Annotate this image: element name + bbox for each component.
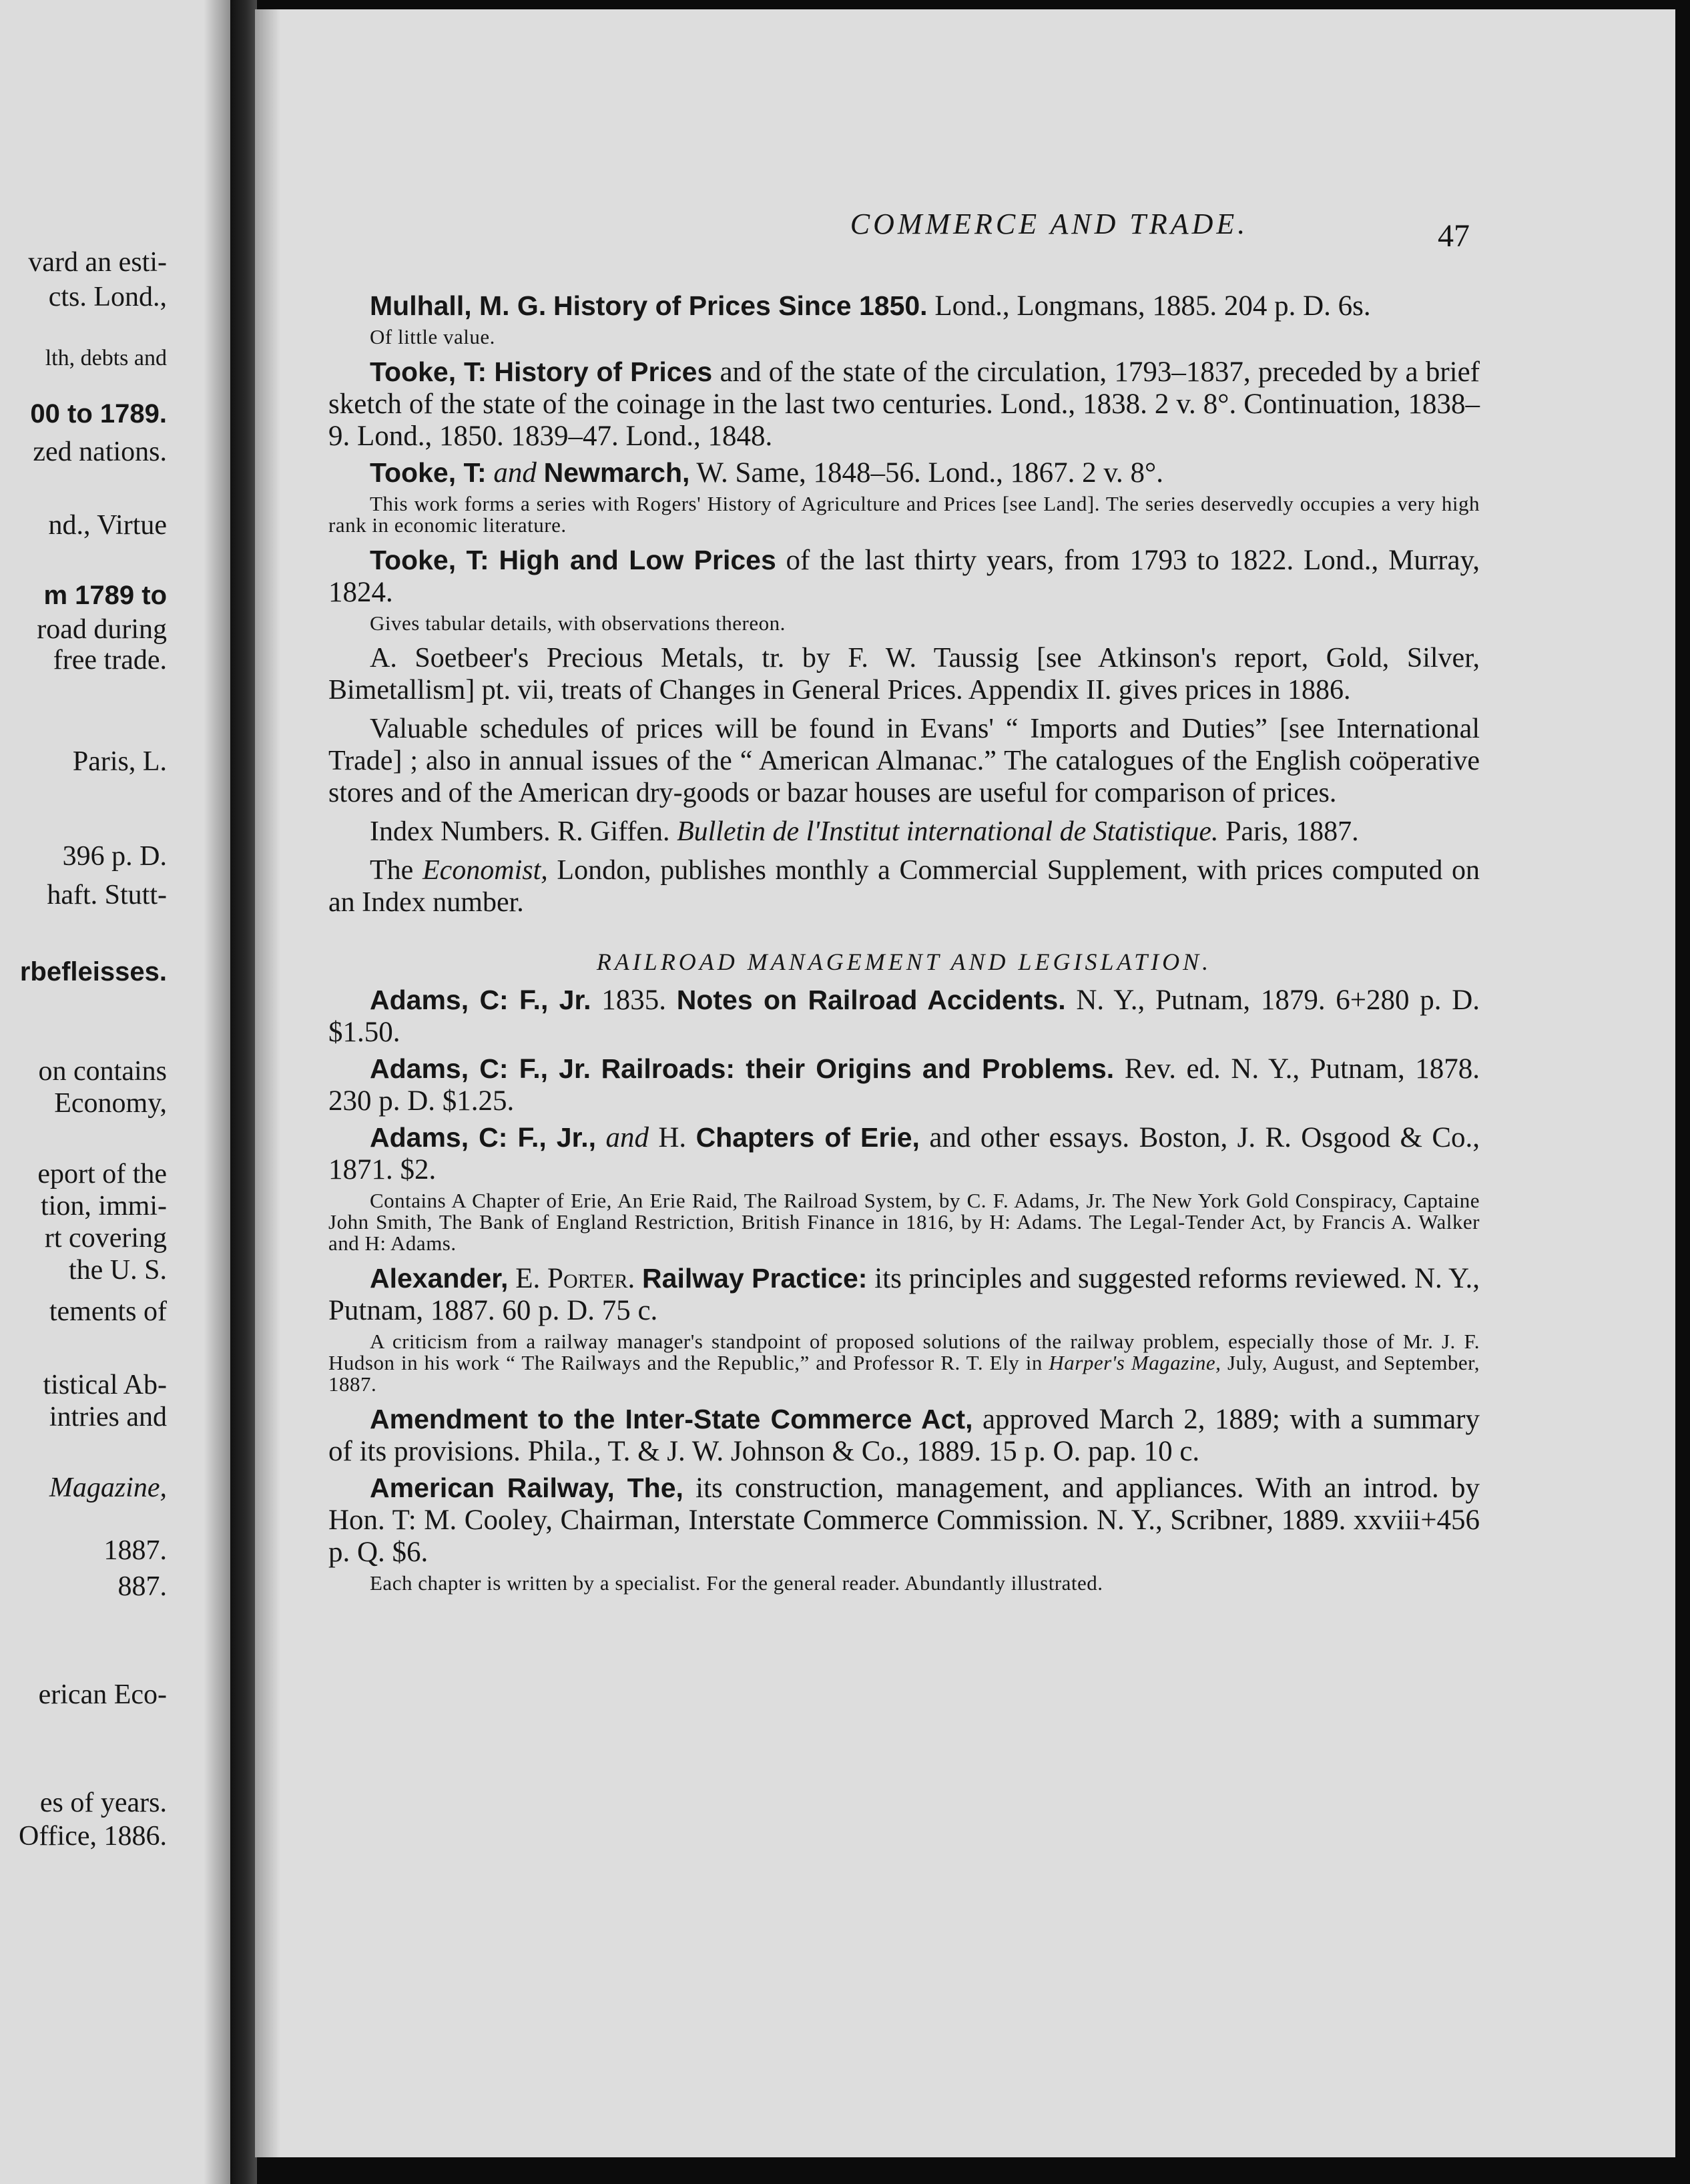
bib-entry [328, 1121, 1480, 1186]
paragraph-soetbeer: A. Soetbeer's Precious Metals, tr. by F. W. Taussig [see Atkinson's report, Gold, Silver, Bimetallism] pt. vii, treats of Changes in General Prices. Appendix II. gives prices in 1886. [328, 643, 1480, 706]
bib-entry [328, 544, 1480, 609]
left-line: 00 to 1789. [30, 399, 167, 429]
entry-title: High and Low Prices [499, 545, 776, 575]
entry-details: and of the state of the circulation, 1793–1837, preceded by a brief sketch of the state of the coinage in the last two centuries. Lond., 1838. 2 v. 8°. Continuation, 1838–9. Lond., 1850. 1839–47. Lond., 1848. [328, 356, 1480, 452]
left-line: 887. [117, 1571, 167, 1602]
index-tail: Paris, 1887. [1218, 816, 1359, 847]
left-line: the U. S. [69, 1255, 167, 1286]
gutter-shadow [255, 9, 280, 2157]
entry-author: Adams, C: F., Jr. [370, 1053, 591, 1084]
left-line: nd., Virtue [48, 510, 167, 541]
left-line: haft. Stutt- [47, 880, 167, 910]
bib-entry [328, 1262, 1480, 1327]
left-line: lth, debts and [45, 346, 167, 370]
left-line: erican Eco- [38, 1679, 167, 1710]
index-journal: Bulletin de l'Institut international de Statistique. [676, 816, 1219, 847]
entry-author: Tooke, T: [370, 545, 489, 575]
entry-year: 1835. [591, 985, 677, 1016]
left-line: Economy, [54, 1088, 167, 1119]
page-body [328, 290, 1480, 1602]
left-line: tistical Ab- [43, 1370, 167, 1400]
paragraph-index-numbers [328, 816, 1480, 848]
left-line: es of years. [39, 1788, 167, 1818]
left-line: tements of [49, 1296, 167, 1327]
entry-conjunction: and [493, 457, 537, 489]
entry-note: This work forms a series with Rogers' History of Agriculture and Prices [see Land]. The series deservedly occupies a very high rank in economic literature. [328, 492, 1480, 537]
left-line: Paris, L. [72, 746, 167, 777]
left-line: tion, immi- [41, 1191, 167, 1221]
economist-lead: The [370, 855, 422, 886]
entry-title: Amendment to the Inter-State Commerce Act, [370, 1404, 973, 1434]
book-page [255, 9, 1675, 2157]
entry-title: History of Prices [494, 356, 713, 387]
note-tail: July, August, and September, 1887. [328, 1351, 1480, 1396]
entry-title: Chapters of Erie, [695, 1122, 920, 1153]
left-line: cts. Lond., [48, 282, 167, 312]
previous-page-fragment [0, 0, 230, 2184]
section-heading: RAILROAD MANAGEMENT AND LEGISLATION. [596, 948, 1212, 975]
entry-note: Gives tabular details, with observations thereon. [370, 611, 786, 635]
entry-coauthor: H. [648, 1122, 696, 1153]
left-line: intries and [49, 1402, 167, 1432]
entry-coauthor: Newmarch, [543, 457, 690, 488]
entry-title: American Railway, The, [370, 1472, 683, 1503]
entry-note: Of little value. [370, 325, 495, 348]
entry-note: Each chapter is written by a specialist. For the general reader. Abundantly illustrated. [370, 1571, 1103, 1595]
paragraph-price-schedules: Valuable schedules of prices will be found in Evans' “ Imports and Duties” [see International Trade] ; also in annual issues of the “ American Almanac.” The catalogues of the English coöperative stores and of the American dry-goods or bazar houses are useful for comparison of prices. [328, 714, 1480, 808]
economist-title: Economist, [422, 855, 548, 886]
entry-details: W. Same, 1848–56. Lond., 1867. 2 v. 8°. [689, 457, 1163, 489]
left-line: vard an esti- [28, 247, 167, 278]
entry-author: Mulhall, M. G. [370, 290, 547, 321]
entry-note [328, 1331, 1480, 1395]
entry-author: Tooke, T: [370, 356, 487, 387]
entry-author: Adams, C: F., Jr. [370, 985, 591, 1015]
entry-details: its principles and suggested reforms reviewed. N. Y., Putnam, 1887. 60 p. D. 75 c. [328, 1263, 1480, 1326]
note-journal: Harper's Magazine, [1049, 1351, 1221, 1374]
entry-details: of the last thirty years, from 1793 to 1822. Lond., Murray, 1824. [328, 545, 1480, 608]
entry-details: approved March 2, 1889; with a summary of its provisions. Phila., T. & J. W. Johnson & Co., 1889. 15 p. O. pap. 10 c. [328, 1404, 1480, 1467]
left-line: free trade. [53, 645, 167, 675]
entry-title: History of Prices Since 1850. [553, 290, 928, 321]
left-line: rbefleisses. [19, 957, 167, 987]
bib-entry [328, 984, 1480, 1049]
entry-note: Contains A Chapter of Erie, An Erie Raid, The Railroad System, by C. F. Adams, Jr. The New York Gold Conspiracy, Captaine John Smith, The Bank of England Restriction, British Finance in 1816, by H: Adams. The Legal-Tender Act, by Francis A. Walker and H: Adams. [328, 1189, 1480, 1255]
left-line: road during [37, 614, 167, 645]
entry-title: Railroads: their Origins and Problems. [601, 1053, 1115, 1084]
index-lead: Index Numbers. R. Giffen. [370, 816, 677, 847]
page-number: 47 [1438, 218, 1470, 254]
entry-conjunction: and [605, 1122, 649, 1153]
economist-tail: London, publishes monthly a Commercial Supplement, with prices computed on an Index number. [328, 855, 1480, 918]
bib-entry [328, 457, 1480, 489]
entry-author-surname: Porter. [547, 1263, 635, 1294]
entry-initial: E. [508, 1263, 548, 1294]
running-header: COMMERCE AND TRADE. [850, 208, 1249, 240]
paragraph-economist [328, 854, 1480, 918]
left-line: m 1789 to [43, 581, 167, 610]
entry-details: its construction, management, and appliances. With an introd. by Hon. T: M. Cooley, Chairman, Interstate Commerce Commission. N. Y., Scribner, 1889. xxviii+456 p. Q. $6. [328, 1472, 1480, 1568]
left-line: on contains [38, 1056, 167, 1087]
page-edge-shadow [204, 0, 230, 2184]
left-line: eport of the [37, 1159, 167, 1189]
left-line: Office, 1886. [19, 1821, 167, 1852]
left-line: Magazine, [49, 1472, 167, 1503]
bib-entry [328, 356, 1480, 453]
bib-entry [328, 1403, 1480, 1468]
left-line: zed nations. [33, 437, 167, 467]
entry-details: and other essays. Boston, J. R. Osgood & Co., 1871. $2. [328, 1122, 1480, 1185]
left-line: 1887. [103, 1535, 167, 1566]
entry-details: Rev. ed. N. Y., Putnam, 1878. 230 p. D. $1.25. [328, 1053, 1480, 1117]
book-gutter [230, 0, 257, 2184]
left-line: 396 p. D. [62, 841, 167, 872]
entry-author: Adams, C: F., Jr., [370, 1122, 597, 1153]
entry-details: N. Y., Putnam, 1879. 6+280 p. D. $1.50. [328, 985, 1480, 1048]
entry-title: Railway Practice: [642, 1263, 868, 1294]
bib-entry [328, 290, 1480, 322]
entry-author: Tooke, T: [370, 457, 487, 488]
entry-author: Alexander, [370, 1263, 509, 1294]
note-lead: A criticism from a railway manager's standpoint of proposed solutions of the railway problem, especially those of Mr. J. F. Hudson in his work “ The Railways and the Republic,” and Professor R. T. Ely in [328, 1330, 1480, 1374]
entry-title: Notes on Railroad Accidents. [676, 985, 1066, 1015]
left-line: rt covering [44, 1223, 167, 1254]
bib-entry [328, 1053, 1480, 1117]
entry-details: Lond., Longmans, 1885. 204 p. D. 6s. [927, 290, 1371, 322]
bib-entry [328, 1472, 1480, 1569]
